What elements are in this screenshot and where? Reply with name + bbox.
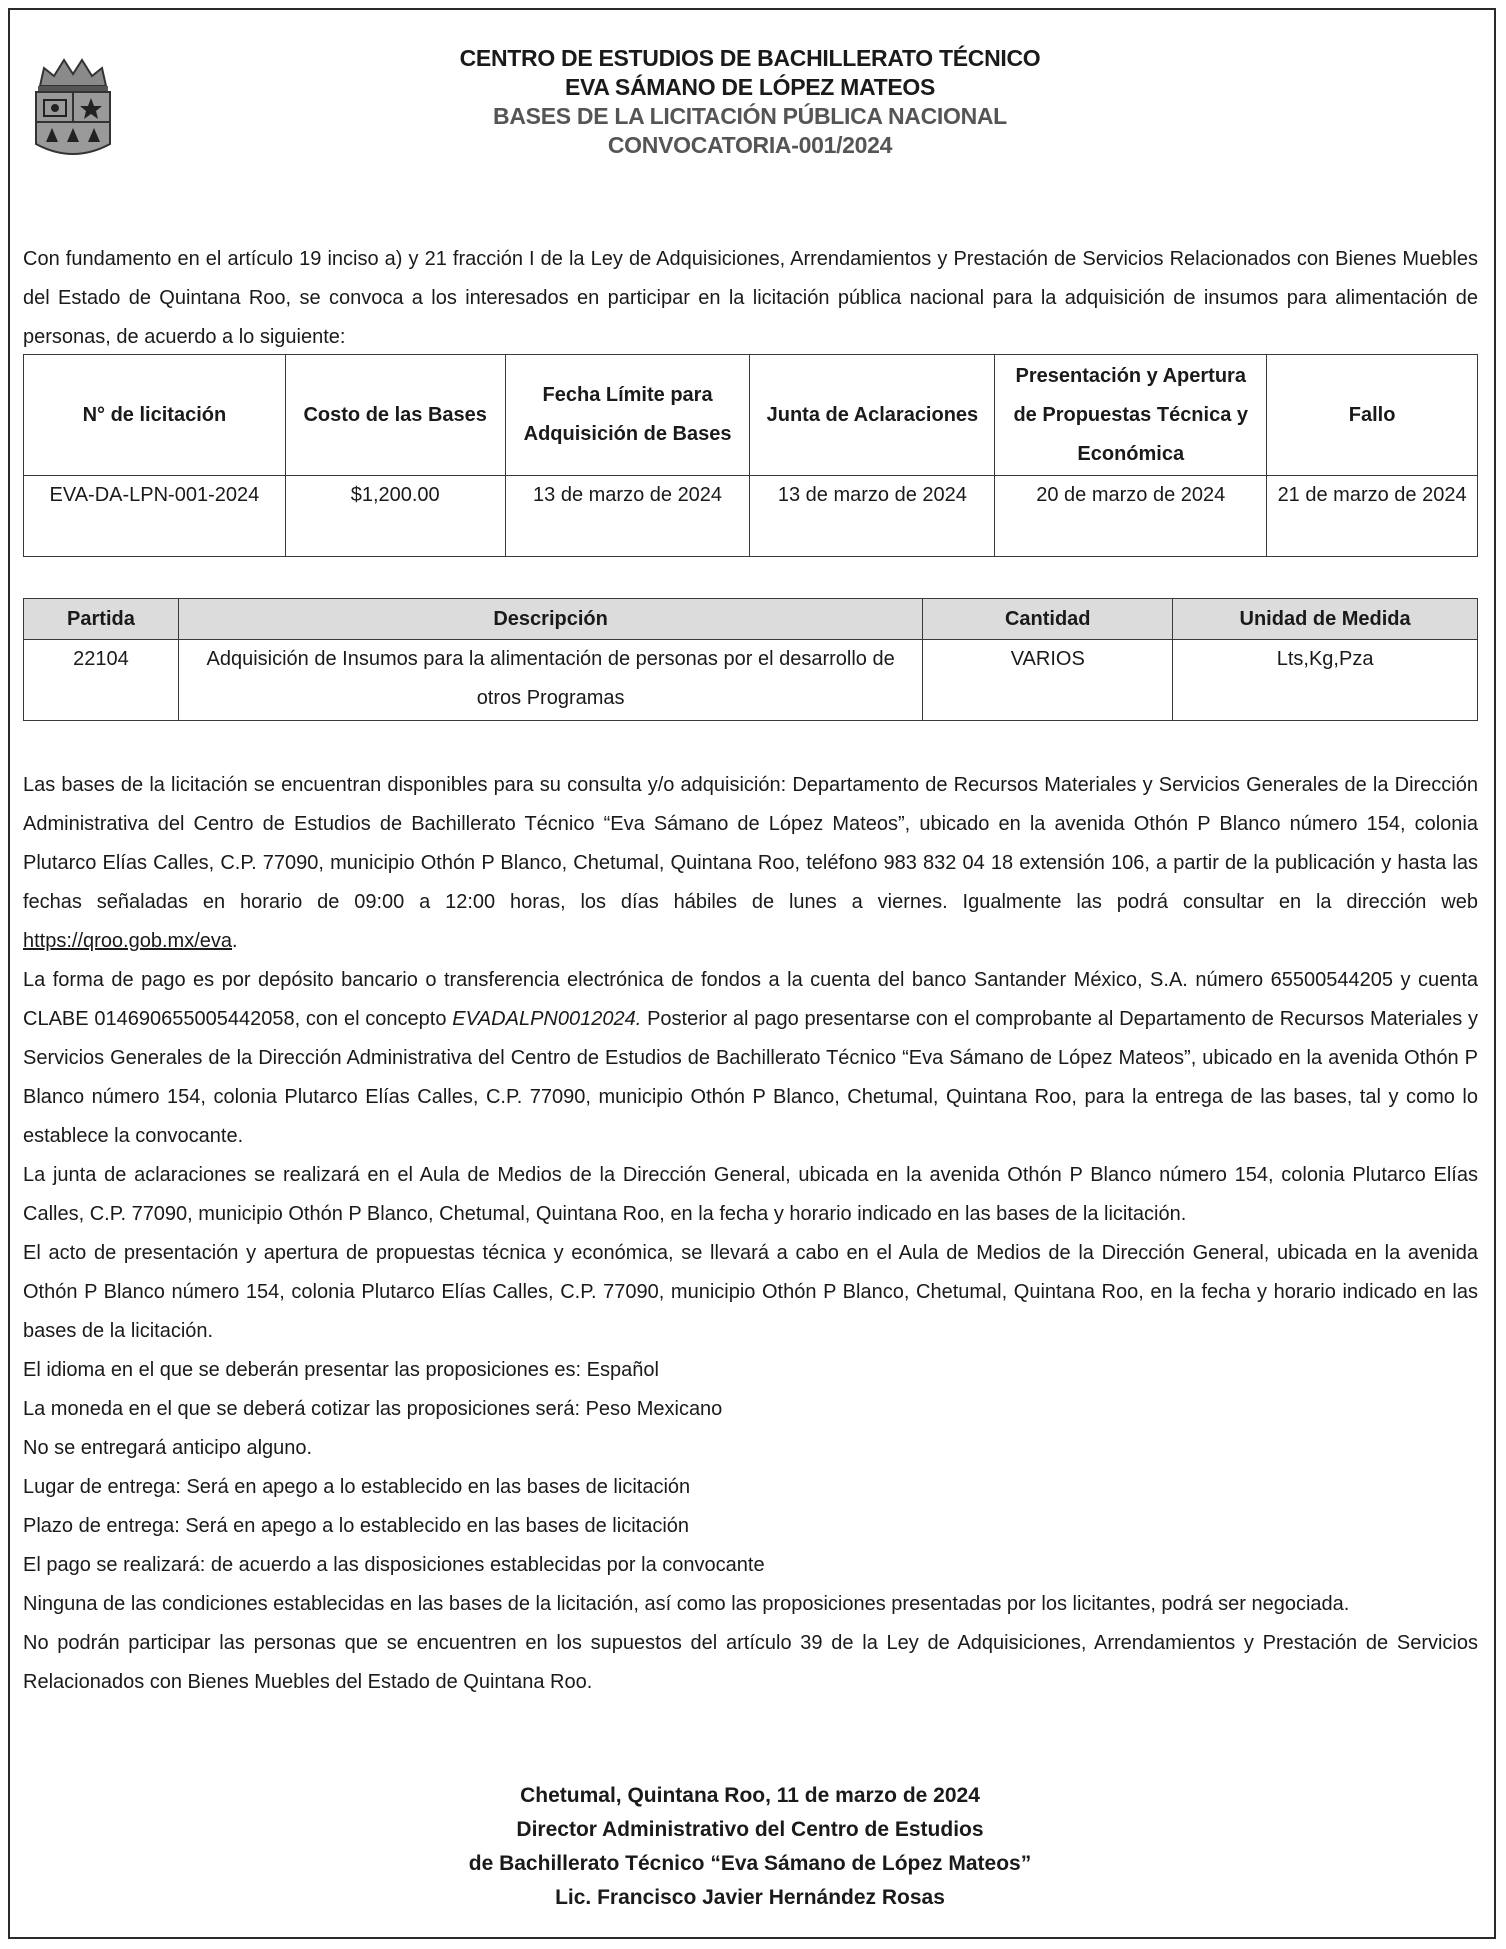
table-header-cell: Junta de Aclaraciones — [750, 355, 995, 476]
signer-name: Lic. Francisco Javier Hernández Rosas — [555, 1886, 945, 1909]
table-header-cell: Presentación y Apertura de Propuestas Técnica y Económica — [995, 355, 1267, 476]
document-header — [250, 44, 1250, 160]
intro-paragraph: Con fundamento en el artículo 19 inciso a) y 21 fracción I de la Ley de Adquisiciones, Arrendamientos y Prestación de Servicios Relacionados con Bienes Muebles del Estado de Quintana Roo, se convoca a los interesados en participar en la licitación pública nacional para la adquisición de insumos para alimentación de personas, de acuerdo a lo siguiente: — [23, 248, 1478, 348]
website-link[interactable]: https://qroo.gob.mx/eva — [23, 930, 233, 952]
delivery-place-line: Lugar de entrega: Será en apego a lo establecido en las bases de licitación — [23, 1476, 691, 1498]
table-cell: 22104 — [24, 640, 179, 721]
institution-name: CENTRO DE ESTUDIOS DE BACHILLERATO TÉCNICO — [459, 45, 1041, 71]
table-header-cell: N° de licitación — [24, 355, 286, 476]
table-cell: EVA-DA-LPN-001-2024 — [24, 476, 286, 557]
paragraph-text: Las bases de la licitación se encuentran disponibles para su consulta y/o adquisición: Departamento de Recursos Materiales y Servicios Generales de la Dirección Administrativa del Centro de Estudios de Bachillerato Técnico “Eva Sámano de López Mateos”, ubicado en la avenida Othón P Blanco número 154, colonia Plutarco Elías Calles, C.P. 77090, municipio Othón P Blanco, Chetumal, Quintana Roo, teléfono 983 832 04 18 extensión 106, a partir de la publicación y hasta las fechas señaladas en horario de 09:00 a 12:00 horas, los días hábiles de lunes a viernes. Igualmente las podrá consultar en la dirección web — [23, 774, 1478, 913]
paragraph-text: . — [232, 930, 238, 952]
table-header-cell: Fallo — [1267, 355, 1478, 476]
payment-terms-line: El pago se realizará: de acuerdo a las disposiciones establecidas por la convocante — [23, 1554, 765, 1576]
paragraph-text: La forma de pago es por depósito bancario o transferencia electrónica de fondos a la cuenta del banco Santander México, S.A. número 65500544205 y cuenta CLABE 014690655005442058, con el concepto — [23, 969, 1478, 1030]
licitacion-table — [23, 354, 1478, 557]
table-header-cell: Costo de las Bases — [285, 355, 505, 476]
language-line: El idioma en el que se deberán presentar las proposiciones es: Español — [23, 1359, 659, 1381]
negotiation-line: Ninguna de las condiciones establecidas en las bases de la licitación, así como las proposiciones presentadas por los licitantes, podrá ser negociada. — [23, 1593, 1350, 1615]
state-coat-of-arms-icon — [30, 52, 116, 164]
table-header-cell: Partida — [24, 599, 179, 640]
table-cell: Adquisición de Insumos para la alimentación de personas por el desarrollo de otros Programas — [178, 640, 922, 721]
table-header-cell: Descripción — [178, 599, 922, 640]
signer-title: Director Administrativo del Centro de Estudios — [516, 1818, 984, 1841]
table-cell: 13 de marzo de 2024 — [505, 476, 750, 557]
clarifications-paragraph: La junta de aclaraciones se realizará en el Aula de Medios de la Dirección General, ubicada en la avenida Othón P Blanco número 154, colonia Plutarco Elías Calles, C.P. 77090, municipio Othón P Blanco, Chetumal, Quintana Roo, en la fecha y horario indicado en las bases de la licitación. — [23, 1164, 1478, 1225]
table-row — [24, 476, 1478, 557]
place-date: Chetumal, Quintana Roo, 11 de marzo de 2024 — [520, 1784, 980, 1807]
convocatoria-number: CONVOCATORIA-001/2024 — [607, 132, 893, 158]
proposals-paragraph: El acto de presentación y apertura de propuestas técnica y económica, se llevará a cabo en el Aula de Medios de la Dirección General, ubicada en la avenida Othón P Blanco número 154, colonia Plutarco Elías Calles, C.P. 77090, municipio Othón P Blanco, Chetumal, Quintana Roo, en la fecha y horario indicado en las bases de la licitación. — [23, 1242, 1478, 1342]
advance-line: No se entregará anticipo alguno. — [23, 1437, 313, 1459]
document-title: BASES DE LA LICITACIÓN PÚBLICA NACIONAL — [493, 103, 1007, 129]
partida-table — [23, 598, 1478, 721]
table-cell: Lts,Kg,Pza — [1173, 640, 1478, 721]
eligibility-paragraph: No podrán participar las personas que se encuentren en los supuestos del artículo 39 de la Ley de Adquisiciones, Arrendamientos y Prestación de Servicios Relacionados con Bienes Muebles del Estado de Quintana Roo. — [23, 1632, 1478, 1693]
table-header-cell: Cantidad — [923, 599, 1173, 640]
signature-block — [300, 1779, 1200, 1915]
signer-institution: de Bachillerato Técnico “Eva Sámano de López Mateos” — [468, 1852, 1032, 1875]
conditions-body — [23, 766, 1478, 1702]
table-cell: 21 de marzo de 2024 — [1267, 476, 1478, 557]
paragraph-text: Posterior al pago presentarse con el comprobante al Departamento de Recursos Materiales y Servicios Generales de la Dirección Administrativa del Centro de Estudios de Bachillerato Técnico “Eva Sámano de López Mateos”, ubicado en la avenida Othón P Blanco número 154, colonia Plutarco Elías Calles, C.P. 77090, municipio Othón P Blanco, Chetumal, Quintana Roo, para la entrega de las bases, tal y como lo establece la convocante. — [23, 1008, 1479, 1147]
table-header-cell: Unidad de Medida — [1173, 599, 1478, 640]
table-cell: 20 de marzo de 2024 — [995, 476, 1267, 557]
table-header-row — [24, 355, 1478, 476]
table-cell: VARIOS — [923, 640, 1173, 721]
table-cell: $1,200.00 — [285, 476, 505, 557]
payment-concept: EVADALPN0012024. — [452, 1008, 642, 1030]
bases-availability-paragraph — [23, 766, 1478, 961]
table-header-row — [24, 599, 1478, 640]
payment-paragraph — [23, 961, 1478, 1156]
table-row — [24, 640, 1478, 721]
institution-subname: EVA SÁMANO DE LÓPEZ MATEOS — [564, 74, 936, 100]
currency-line: La moneda en el que se deberá cotizar las proposiciones será: Peso Mexicano — [23, 1398, 723, 1420]
table-cell: 13 de marzo de 2024 — [750, 476, 995, 557]
delivery-term-line: Plazo de entrega: Será en apego a lo establecido en las bases de licitación — [23, 1515, 690, 1537]
table-header-cell: Fecha Límite para Adquisición de Bases — [505, 355, 750, 476]
